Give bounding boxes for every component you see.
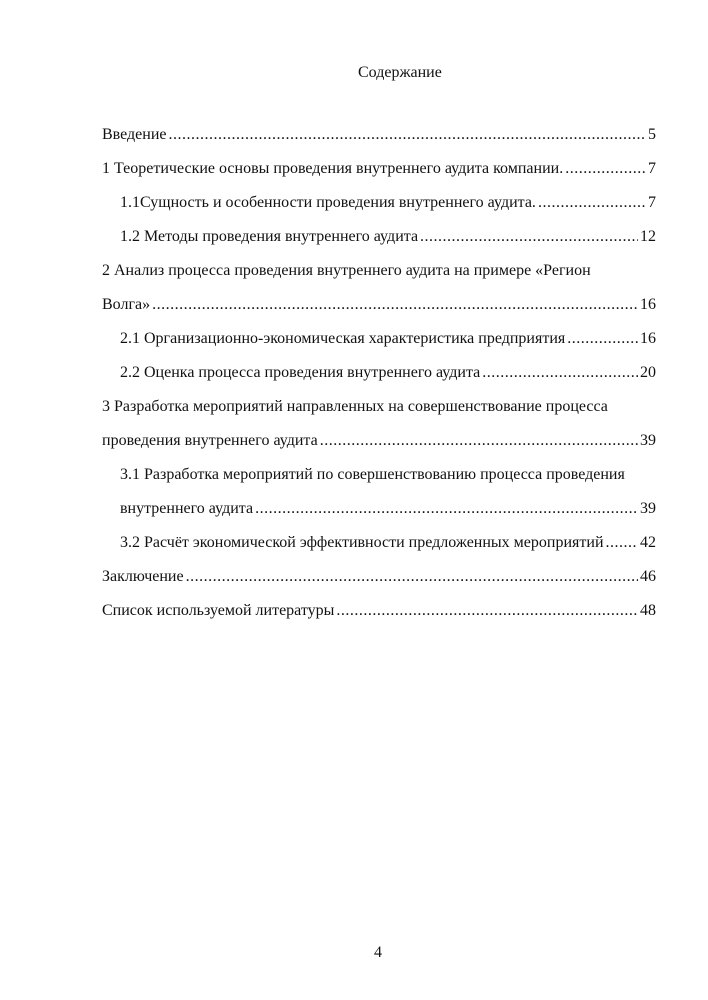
- toc-entry-page: 16: [640, 296, 656, 313]
- toc-entry-section-3-2[interactable]: [102, 526, 656, 560]
- toc-entry-text: 3.1 Разработка мероприятий по совершенствованию процесса проведения: [120, 466, 625, 483]
- toc-entry-text: 1 Теоретические основы проведения внутреннего аудита компании.: [102, 160, 564, 177]
- toc-entry-chapter-3[interactable]: [102, 390, 656, 424]
- dot-leader: [567, 322, 638, 356]
- page-number: 4: [374, 944, 382, 961]
- dot-leader: [255, 492, 638, 526]
- toc-entry-references[interactable]: [102, 594, 656, 628]
- toc-entry-page: 7: [648, 194, 656, 211]
- toc-entry-chapter-2-cont[interactable]: [102, 288, 656, 322]
- toc-entry-introduction[interactable]: [102, 118, 656, 152]
- toc-entry-page: 39: [640, 500, 656, 517]
- toc-entry-text: Введение: [102, 126, 167, 143]
- dot-leader: [152, 288, 638, 322]
- toc-entry-section-1-1[interactable]: [102, 186, 656, 220]
- toc-entry-text-continuation: внутреннего аудита: [120, 500, 254, 517]
- toc-entry-text-continuation: Волга»: [102, 296, 151, 313]
- toc-entry-text: 2.1 Организационно-экономическая характеристика предприятия: [120, 330, 566, 347]
- toc-entry-page: 48: [640, 602, 656, 619]
- toc-entry-text: Заключение: [102, 568, 184, 585]
- dot-leader: [320, 424, 638, 458]
- dot-leader: [420, 220, 638, 254]
- toc-entry-text: Список используемой литературы: [102, 602, 335, 619]
- toc-entry-chapter-2[interactable]: [102, 254, 656, 288]
- dot-leader: [186, 560, 638, 594]
- dot-leader: [538, 186, 646, 220]
- toc-entry-chapter-3-cont[interactable]: [102, 424, 656, 458]
- toc-entry-text: 2 Анализ процесса проведения внутреннего аудита на примере «Регион: [102, 262, 591, 279]
- dot-leader: [482, 356, 638, 390]
- dot-leader: [606, 526, 639, 560]
- dot-leader: [336, 594, 638, 628]
- toc-entry-section-2-1[interactable]: [102, 322, 656, 356]
- toc-entry-page: 20: [640, 364, 656, 381]
- toc-entry-page: 46: [640, 568, 656, 585]
- table-of-contents: [102, 118, 656, 628]
- dot-leader: [169, 118, 647, 152]
- toc-entry-section-2-2[interactable]: [102, 356, 656, 390]
- toc-entry-page: 7: [648, 160, 656, 177]
- toc-entry-section-3-1-cont[interactable]: [102, 492, 656, 526]
- toc-entry-page: 39: [640, 432, 656, 449]
- toc-heading: Содержание: [358, 64, 442, 81]
- toc-entry-page: 16: [640, 330, 656, 347]
- toc-entry-page: 5: [648, 126, 656, 143]
- toc-entry-text-continuation: проведения внутреннего аудита: [102, 432, 318, 449]
- toc-entry-text: 3.2 Расчёт экономической эффективности предложенных мероприятий: [120, 534, 604, 551]
- toc-entry-section-3-1[interactable]: [102, 458, 656, 492]
- toc-entry-chapter-1[interactable]: [102, 152, 656, 186]
- toc-entry-page: 12: [640, 228, 656, 245]
- toc-entry-page: 42: [640, 534, 656, 551]
- toc-entry-section-1-2[interactable]: [102, 220, 656, 254]
- toc-entry-text: 1.2 Методы проведения внутреннего аудита: [120, 228, 419, 245]
- toc-entry-text: 1.1Сущность и особенности проведения внутреннего аудита.: [120, 194, 536, 211]
- toc-entry-text: 2.2 Оценка процесса проведения внутреннего аудита: [120, 364, 481, 381]
- dot-leader: [565, 152, 646, 186]
- toc-entry-conclusion[interactable]: [102, 560, 656, 594]
- toc-entry-text: 3 Разработка мероприятий направленных на совершенствование процесса: [102, 398, 608, 415]
